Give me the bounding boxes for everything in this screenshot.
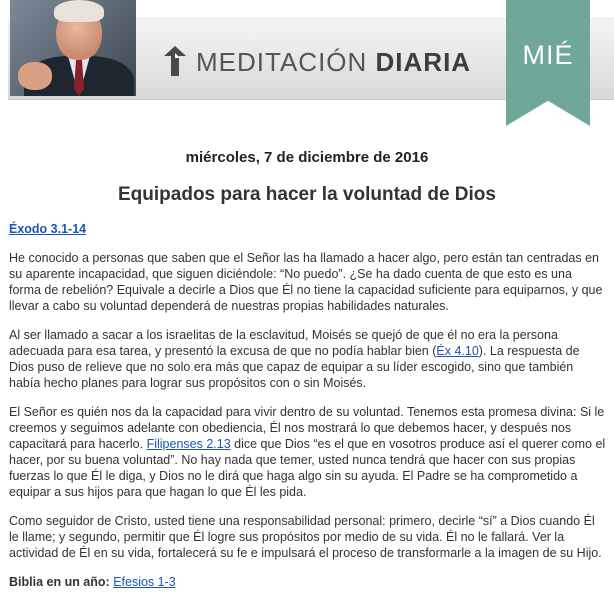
paragraph-4: Como seguidor de Cristo, usted tiene una responsabilidad personal: primero, decirle “sí” a Dios cuando Él le llame; y segundo, permitir que Él logre sus propósitos por medio de su vida. Él no le fallará. Ver la actividad de Él en su vida, fortalecerá su fe e impulsará el proceso de transformarle a la imagen de su Hijo. [9,514,602,560]
paragraph-1: He conocido a personas que saben que el Señor las ha llamado a hacer algo, pero están tan centradas en su aparente incapacidad, que siguen diciéndole: “No puedo”. ¿Se ha dado cuenta de que esto es una forma de rebelión? Equivale a decirle a Dios que Él no tiene la capacidad suficiente para equiparnos, y que llevar a cabo su voluntad dependerá de nuestras propias habilidades naturales. [9,251,603,313]
speaker-photo [10,0,136,96]
paragraph-2-text-a: Al ser llamado a sacar a los israelitas de la esclavitud, Moisés se quejó de que él no era la persona adecuada para esa tarea, y presentó la excusa de que no podía hablar bien ( [9,328,558,358]
paragraph-2-text-b: ). La respuesta de Dios puso de relieve que no solo era más que capaz de equipar a su líder escogido, sino que también había hecho planes para lograr sus propósitos con o sin Moisés. [9,344,580,390]
brand-title-light: MEDITACIÓN [196,47,376,77]
header-banner [0,0,614,108]
scripture-reference-link[interactable]: Éxodo 3.1-14 [9,222,87,236]
brand-title [196,45,471,79]
bible-in-a-year [9,574,607,590]
paragraph-3-text-b: dice que Dios “es el que en vosotros produce así el querer como el hacer, por su buena voluntad”. No hay nada que temer, usted nunca tendrá que hacer con sus propias fuerzas lo que Él le diga, y Dios no le dirá que haga algo sin su ayuda. El Padre se ha comprometido a equipar a sus hijos para que hagan lo que Él les pida. [9,437,606,499]
photo-hair [54,0,104,22]
bible-in-a-year-label: Biblia en un año: [9,575,110,589]
paragraph-3-text-a: El Señor es quién nos da la capacidad para vivir dentro de su voluntad. Tenemos esta promesa divina: Si le creemos y seguimos adelante con obediencia, Él nos mostrará lo que debemos hacer, y después nos capacitará para hacerlo. [9,405,605,451]
brand-title-bold: DIARIA [375,47,472,77]
photo-hand [18,62,52,90]
pulpit-logo-icon [162,44,188,78]
paragraph-2 [9,327,607,391]
philippians-2-13-link[interactable]: Filipenses 2.13 [146,437,231,451]
devotional-title: Equipados para hacer la voluntad de Dios [118,184,496,205]
bible-in-a-year-link[interactable]: Efesios 1-3 [113,575,176,589]
devotional-date: miércoles, 7 de diciembre de 2016 [185,149,429,166]
devotional-body [9,221,607,603]
paragraph-3 [9,404,607,500]
exodus-4-10-link[interactable]: Éx 4.10 [436,344,479,358]
day-label: MIÉ [522,40,574,70]
